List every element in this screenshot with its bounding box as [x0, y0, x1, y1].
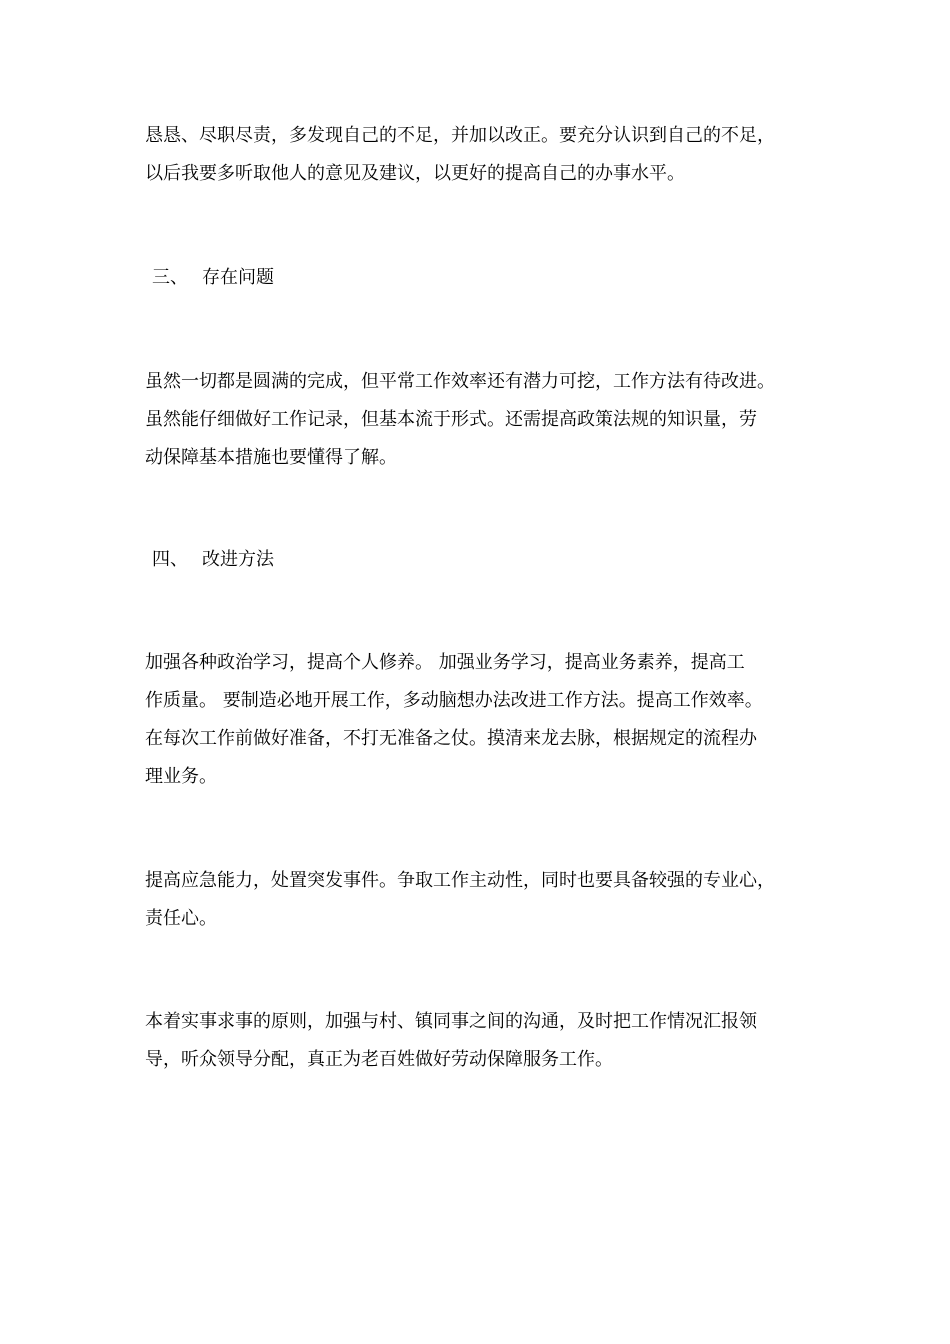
paragraph-line: 以后我要多听取他人的意见及建议，以更好的提高自己的办事水平。: [145, 163, 685, 184]
section-title: 存在问题: [202, 267, 274, 288]
paragraph-line: 责任心。: [145, 908, 217, 929]
paragraph-line: 虽然能仔细做好工作记录，但基本流于形式。还需提高政策法规的知识量，劳: [145, 409, 757, 430]
paragraph-line: 虽然一切都是圆满的完成，但平常工作效率还有潜力可挖，工作方法有待改进。: [145, 371, 775, 392]
paragraph-line: 在每次工作前做好准备，不打无准备之仗。摸清来龙去脉，根据规定的流程办: [145, 728, 757, 749]
section-number: 四、: [152, 549, 188, 570]
paragraph-line: 本着实事求事的原则，加强与村、镇同事之间的沟通，及时把工作情况汇报领: [145, 1011, 757, 1032]
paragraph-line: 导，听众领导分配，真正为老百姓做好劳动保障服务工作。: [145, 1049, 613, 1070]
paragraph-line: 恳恳、尽职尽责，多发现自己的不足，并加以改正。要充分认识到自己的不足，: [145, 125, 775, 146]
section-title: 改进方法: [202, 549, 274, 570]
paragraph-line: 作质量。 要制造必地开展工作，多动脑想办法改进工作方法。提高工作效率。: [145, 690, 763, 711]
paragraph-line: 提高应急能力，处置突发事件。争取工作主动性，同时也要具备较强的专业心，: [145, 870, 775, 891]
section-number: 三、: [152, 267, 188, 288]
paragraph-line: 理业务。: [145, 766, 217, 787]
paragraph-line: 动保障基本措施也要懂得了解。: [145, 447, 397, 468]
paragraph-line: 加强各种政治学习，提高个人修养。 加强业务学习，提高业务素养，提高工: [145, 652, 745, 673]
